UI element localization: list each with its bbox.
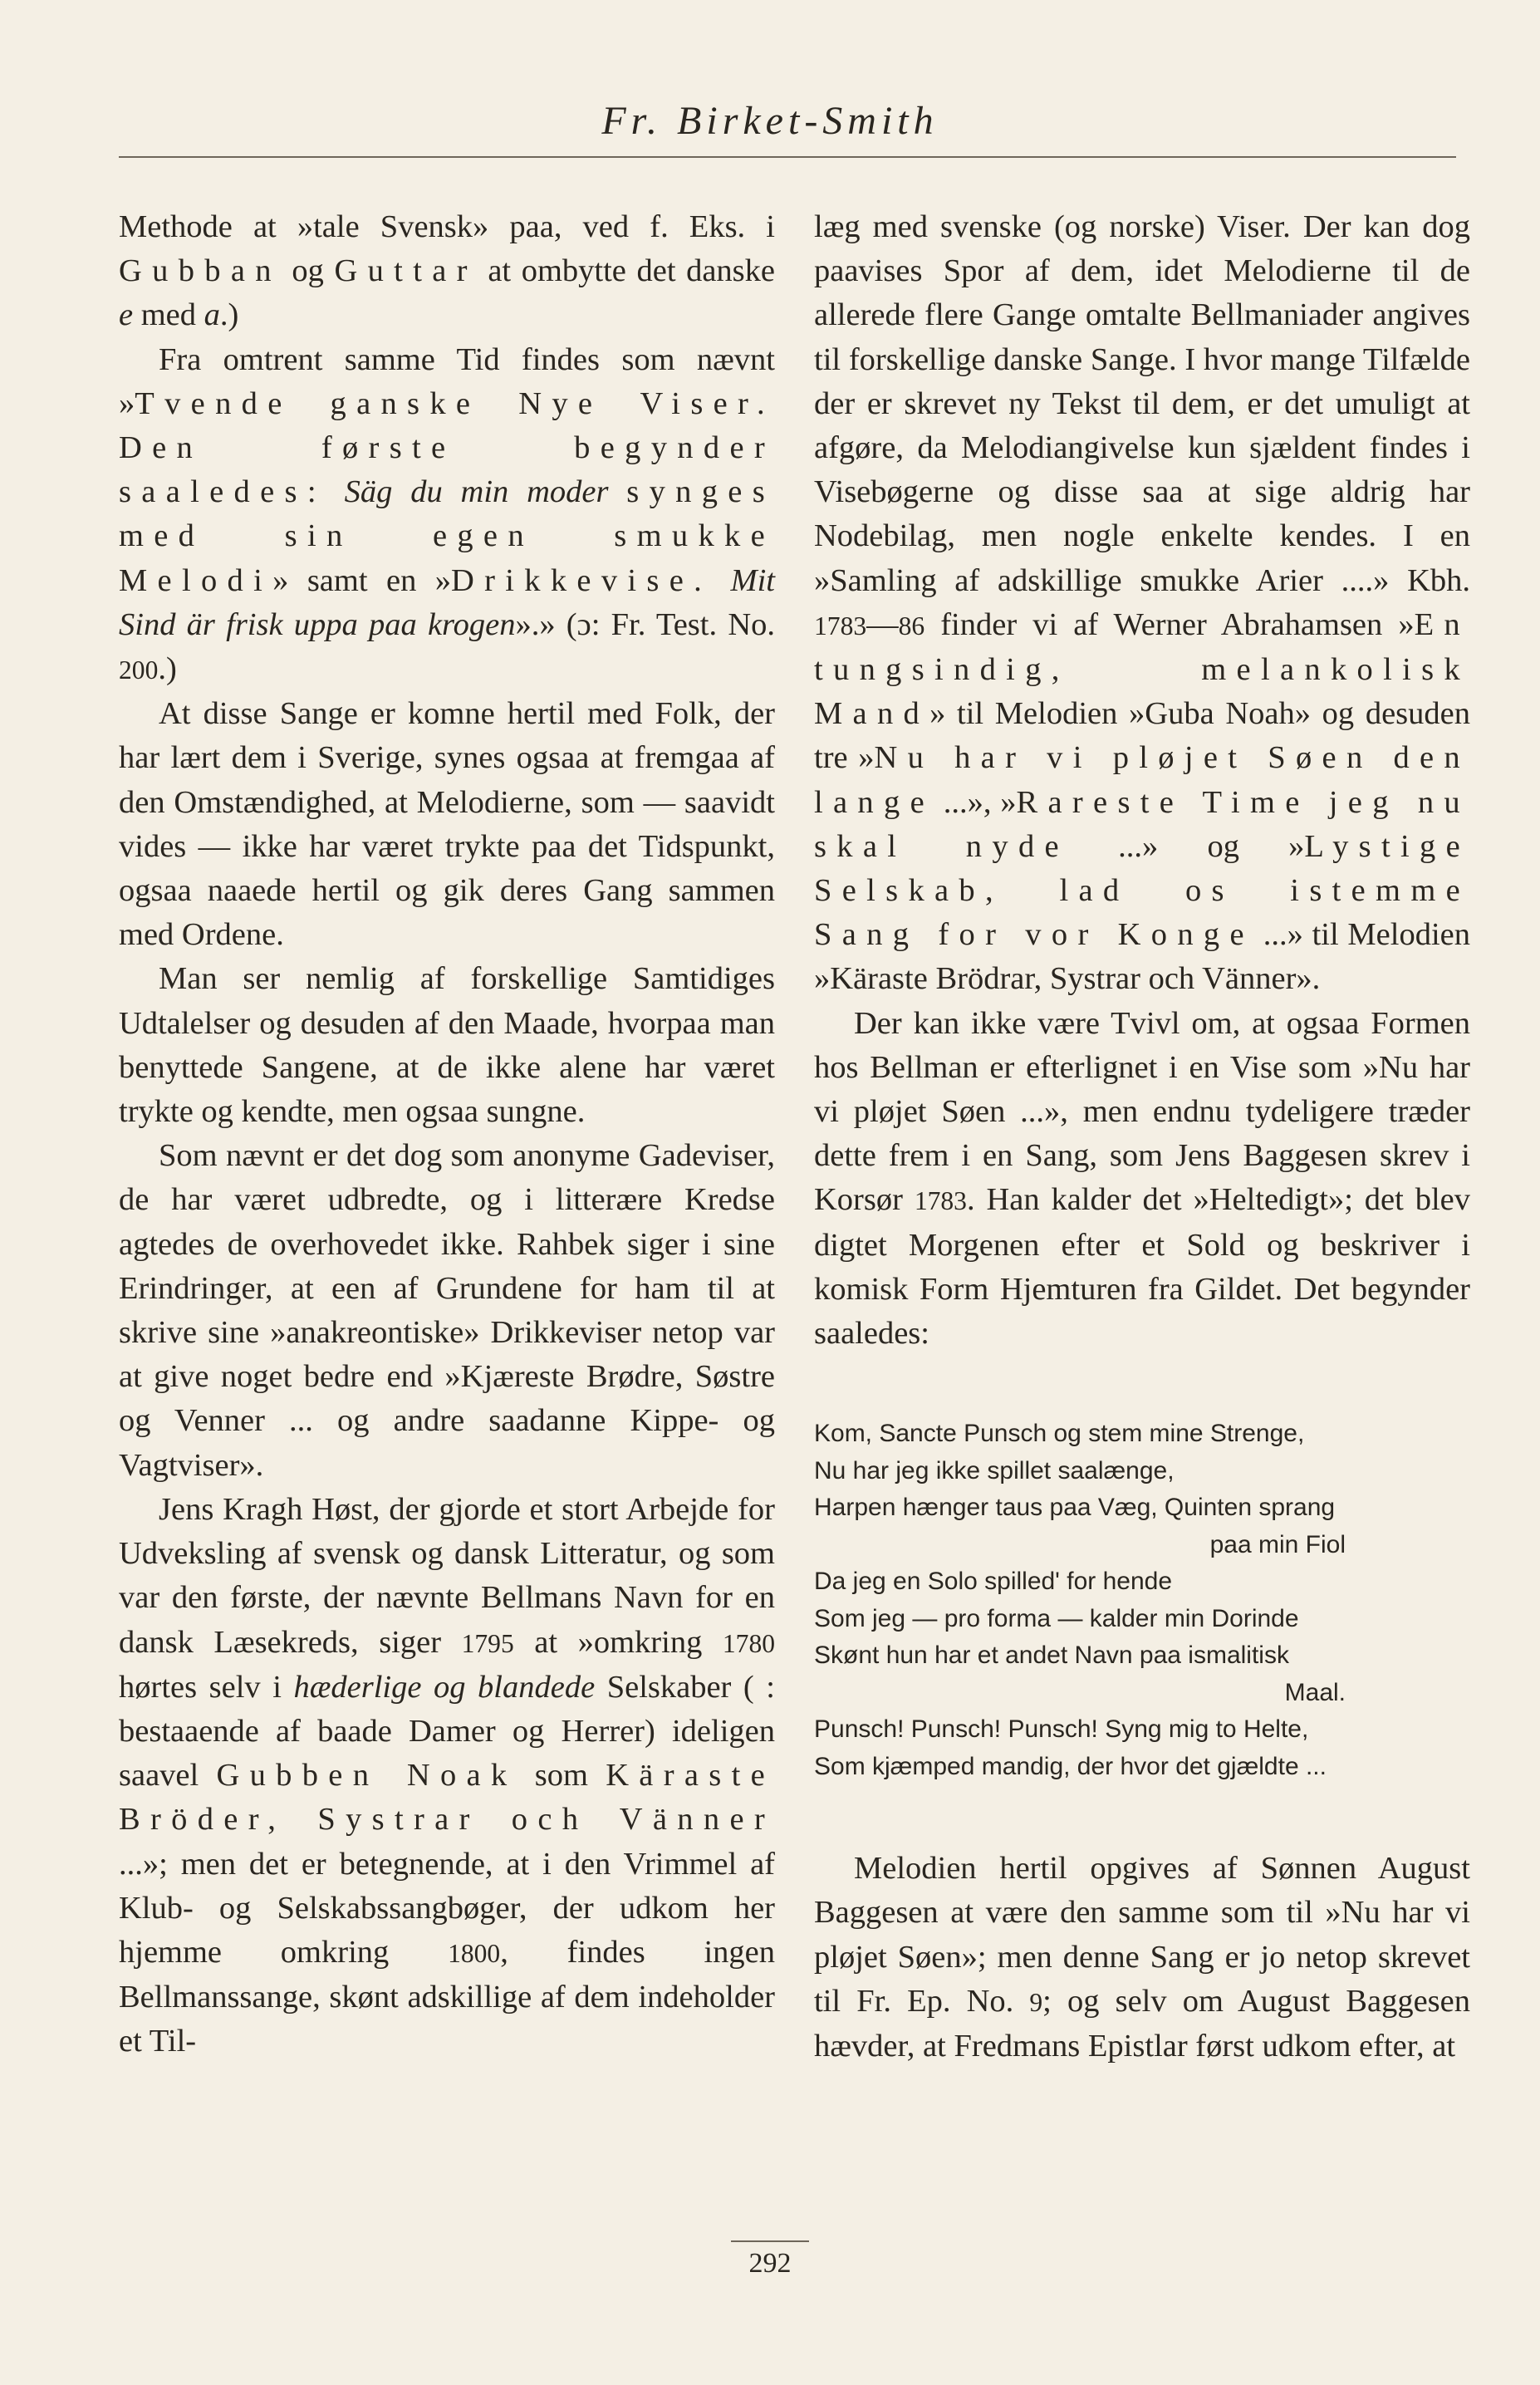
left-column: [119, 205, 775, 2064]
verse-line-continuation: Maal.: [1284, 1678, 1346, 1706]
running-header: Fr. Birket-Smith: [601, 99, 939, 143]
spaced-title: Käraste Bröder, Systrar och Vänner: [119, 1758, 775, 1838]
folio-rule: [731, 2240, 809, 2242]
oldstyle-number: 1783: [914, 1186, 967, 1216]
oldstyle-number: 200: [119, 655, 159, 685]
spaced-title: Lystige Selskab, lad os istemme Sang for vor Konge: [814, 828, 1470, 953]
paragraph-3: At disse Sange er komne hertil med Folk, der har lært dem i Sverige, synes ogsaa at fremgaa af den Omstændighed, at Melodierne, som — saavidt vides — ikke har været trykte paa det Tidspunkt, ogsaa naaede hertil og gik deres Gang sammen med Ordene.: [119, 696, 775, 953]
paragraph-9: Melodien hertil opgives af Sønnen August Baggesen at være den samme som til »Nu har vi pløjet Søen»; men denne Sang er jo netop skrevet til Fr. Ep. No. 9; og selv om August Baggesen hævder, at Fredmans Epistlar først udkom efter, at: [814, 1851, 1470, 2064]
verse-line: Skønt hun har et andet Navn paa ismalitisk: [814, 1642, 1289, 1670]
spaced-title: En tungsindig, melankolisk Mand: [814, 606, 1470, 732]
italic-phrase: hæderlige og blandede: [293, 1669, 596, 1705]
verse-line: Kom, Sancte Punsch og stem mine Strenge,: [814, 1420, 1305, 1448]
paragraph-6: Jens Kragh Høst, der gjorde et stort Arbejde for Udveksling af svensk og dansk Litteratur, og som var den første, der nævnte Bellmans Navn for en dansk Læsekreds, siger 1795 at »omkring 1780 hørtes selv i hæderlige og blandede Selskaber ( : bestaaende af baade Damer og Herrer) ideligen saavel Gubben Noak som Käraste Bröder, Systrar och Vänner ...»; men det er betegnende, at i den Vrimmel af Klub- og Selskabssangbøger, der udkom her hjemme omkring 1800, findes ingen Bellmanssange, skønt adskillige af dem indeholder et Til-: [119, 1491, 776, 2059]
paragraph-2: Fra omtrent samme Tid findes som nævnt »Tvende ganske Nye Viser. Den første begynder saaledes: Säg du min moder synges med sin egen smukke Melodi» samt en »Drikkevise. Mit Sind är frisk uppa paa krogen».» (ɔ: Fr. Test. No. 200.): [119, 341, 776, 687]
oldstyle-number: 86: [898, 611, 925, 640]
paragraph-1: Methode at »tale Svensk» paa, ved f. Eks. i Gubban og Guttar at ombytte det danske e med a.): [119, 209, 776, 333]
paragraph-7: læg med svenske (og norske) Viser. Der kan dog paavises Spor af dem, idet Melodierne til de allerede flere Gange omtalte Bellmaniader angives til forskellige danske Sange. I hvor mange Tilfælde der er skrevet ny Tekst til dem, er det umuligt at afgøre, da Melodiangivelse kun sjældent findes i Visebøgerne og disse saa at sige aldrig har Nodebilag, men nogle enkelte kendes. I en »Samling af adskillige smukke Arier ....» Kbh. 1783—86 finder vi af Werner Abrahamsen »En tungsindig, melankolisk Mand» til Melodien »Guba Noah» og desuden tre »Nu har vi pløjet Søen den lange ...», »Rareste Time jeg nu skal nyde ...» og »Lystige Selskab, lad os istemme Sang for vor Konge ...» til Melodien »Käraste Brödrar, Systrar och Vänner».: [814, 209, 1470, 997]
spaced-word: Gubban: [119, 253, 282, 289]
italic-title: Mit Sind är frisk uppa paa krogen: [119, 562, 775, 642]
paragraph-4: Man ser nemlig af forskellige Samtidiges Udtalelser og desuden af den Maade, hvorpaa man benyttede Sangene, at de ikke alene har været trykte og kendte, men ogsaa sungne.: [119, 961, 775, 1130]
oldstyle-number: 9: [1029, 1987, 1043, 2017]
spaced-word: Guttar: [334, 253, 478, 289]
spaced-title: Nu har vi pløjet Søen den lange: [814, 740, 1470, 820]
spaced-title: Tvende ganske Nye Viser. Den første begynder saaledes:: [119, 385, 775, 510]
verse-line-continuation: paa min Fiol: [1209, 1530, 1346, 1558]
italic-letter: e: [119, 297, 134, 333]
paragraph-8: Der kan ikke være Tvivl om, at ogsaa Formen hos Bellman er efterlignet i en Vise som »Nu har vi pløjet Søen ...», men endnu tydeligere træder dette frem i en Sang, som Jens Baggesen skrev i Korsør 1783. Han kalder det »Heltedigt»; det blev digtet Morgenen efter et Sold og beskriver i komisk Form Hjemturen fra Gildet. Det begynder saaledes:: [814, 1005, 1470, 1352]
italic-letter: a: [204, 297, 220, 333]
italic-title: Säg du min moder: [344, 474, 609, 510]
spaced-text: synges med sin egen smukke Melodi: [119, 474, 776, 598]
paragraph-5: Som nævnt er det dog som anonyme Gadeviser, de har været udbredte, og i litterære Kredse agtedes de overhovedet ikke. Rahbek siger i sine Erindringer, at een af Grundene for ham til at skrive sine »anakreontiske» Drikkeviser netop var at give noget bedre end »Kjæreste Brødre, Søstre og Venner ... og andre saadanne Kippe- og Vagtviser».: [119, 1138, 775, 1483]
verse-line: Harpen hænger taus paa Væg, Quinten sprang: [814, 1494, 1336, 1522]
verse-quote: [814, 1416, 1470, 1785]
oldstyle-number: 1800: [448, 1938, 501, 1968]
oldstyle-number: 1795: [461, 1628, 514, 1658]
verse-line: Nu har jeg ikke spillet saalænge,: [814, 1456, 1175, 1484]
verse-line: Som kjæmped mandig, der hvor det gjældte ...: [814, 1752, 1327, 1780]
oldstyle-number: 1783: [814, 611, 867, 640]
header-rule: [119, 156, 1456, 158]
verse-line: Som jeg — pro forma — kalder min Dorinde: [814, 1604, 1299, 1632]
spaced-title: Drikkevise.: [451, 562, 713, 598]
page-number: 292: [748, 2248, 792, 2279]
right-column: [814, 205, 1470, 2068]
verse-line: Da jeg en Solo spilled' for hende: [814, 1568, 1173, 1596]
spaced-title: Gubben Noak: [216, 1758, 517, 1794]
spaced-title: Rareste Time jeg nu skal nyde: [814, 784, 1470, 864]
verse-line: Punsch! Punsch! Punsch! Syng mig to Helte,: [814, 1715, 1309, 1744]
oldstyle-number: 1780: [722, 1628, 775, 1658]
